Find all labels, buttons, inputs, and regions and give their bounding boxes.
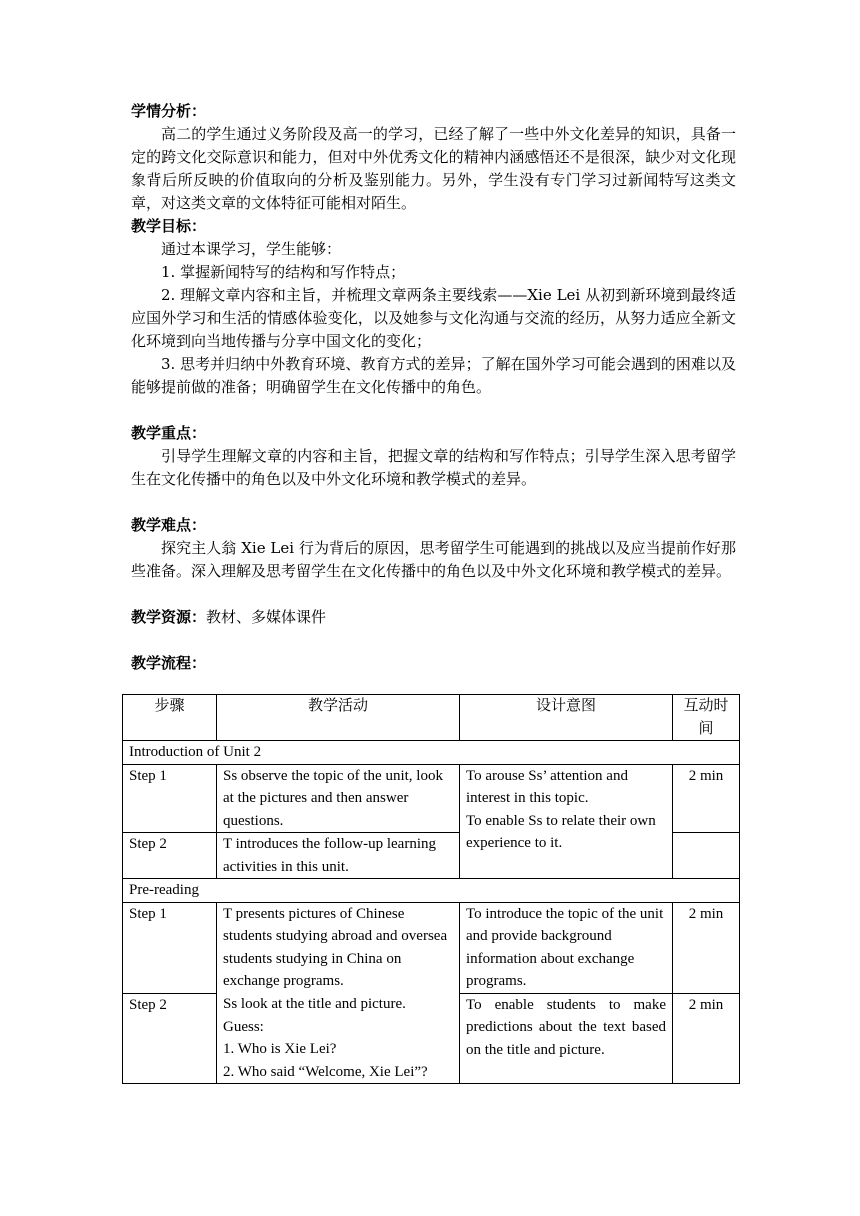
- time-cell: 2 min: [673, 764, 740, 833]
- key-points-heading: 教学重点：: [131, 424, 207, 442]
- purpose-line: To enable Ss to relate their own experience to it.: [466, 812, 656, 851]
- analysis-text: 高二的学生通过义务阶段及高一的学习，已经了解了一些中外文化差异的知识，具备一定的跨文化交际意识和能力，但对中外优秀文化的精神内涵感悟还不是很深，缺少对文化现象背后所反映的价值取向的分析及鉴别能力。另外，学生没有专门学习过新闻特写这类文章，对这类文章的文体特征可能相对陌生。: [131, 125, 736, 212]
- objectives-intro: 通过本课学习，学生能够：: [161, 240, 342, 258]
- teaching-process-table: [122, 694, 740, 1084]
- section-title: Pre-reading: [123, 879, 740, 903]
- objective-item: 1. 掌握新闻特写的结构和写作特点；: [161, 263, 406, 281]
- purpose-cell: To introduce the topic of the unit and provide background information about exchange programs.: [460, 902, 673, 993]
- step-cell: Step 1: [123, 764, 217, 833]
- purpose-cell: [460, 764, 673, 879]
- resources-line: [131, 606, 736, 629]
- objectives-heading: 教学目标：: [131, 217, 207, 235]
- column-header-activity: 教学活动: [217, 695, 460, 741]
- activity-cell: T presents pictures of Chinese students studying abroad and oversea students studying in China on exchange programs.: [217, 902, 460, 993]
- table-row: [123, 993, 740, 1084]
- table-row: [123, 764, 740, 833]
- key-points-text: 引导学生理解文章的内容和主旨，把握文章的结构和写作特点；引导学生深入思考留学生在文化传播中的角色以及中外文化环境和教学模式的差异。: [131, 447, 736, 488]
- step-cell: Step 2: [123, 833, 217, 879]
- activity-cell: T introduces the follow-up learning activities in this unit.: [217, 833, 460, 879]
- purpose-line: To arouse Ss’ attention and interest in this topic.: [466, 767, 628, 806]
- lesson-plan-document: [131, 100, 736, 675]
- column-header-step: 步骤: [123, 695, 217, 741]
- step-cell: Step 2: [123, 993, 217, 1084]
- activity-line: 2. Who said “Welcome, Xie Lei”?: [223, 1063, 428, 1080]
- resources-heading: 教学资源：: [131, 608, 207, 626]
- objective-item: 3. 思考并归纳中外教育环境、教育方式的差异；了解在国外学习可能会遇到的困难以及能够提前做的准备；明确留学生在文化传播中的角色。: [131, 355, 736, 396]
- section-row: [123, 741, 740, 765]
- objective-item: 2. 理解文章内容和主旨，并梳理文章两条主要线索——Xie Lei 从初到新环境到最终适应国外学习和生活的情感体验变化，以及她参与文化沟通与交流的经历，从努力适应全新文化环境到向当地传播与分享中国文化的变化；: [131, 286, 736, 350]
- time-cell: 2 min: [673, 993, 740, 1084]
- activity-cell: Ss observe the topic of the unit, look at the pictures and then answer questions.: [217, 764, 460, 833]
- activity-cell: [217, 993, 460, 1084]
- difficulties-text: 探究主人翁 Xie Lei 行为背后的原因，思考留学生可能遇到的挑战以及应当提前作好那些准备。深入理解及思考留学生在文化传播中的角色以及中外文化环境和教学模式的差异。: [131, 539, 736, 580]
- difficulties-heading: 教学难点：: [131, 516, 207, 534]
- analysis-heading: 学情分析：: [131, 102, 207, 120]
- resources-text: 教材、多媒体课件: [206, 608, 327, 626]
- purpose-cell: To enable students to make predictions about the text based on the title and picture.: [460, 993, 673, 1084]
- column-header-purpose: 设计意图: [460, 695, 673, 741]
- time-cell: [673, 833, 740, 879]
- section-title: Introduction of Unit 2: [123, 741, 740, 765]
- table-header-row: [123, 695, 740, 741]
- activity-line: Guess:: [223, 1018, 264, 1035]
- process-heading: 教学流程：: [131, 654, 207, 672]
- column-header-time: 互动时间: [673, 695, 740, 741]
- time-cell: 2 min: [673, 902, 740, 993]
- table-row: [123, 902, 740, 993]
- activity-line: Ss look at the title and picture.: [223, 996, 406, 1012]
- section-row: [123, 879, 740, 903]
- step-cell: Step 1: [123, 902, 217, 993]
- activity-line: 1. Who is Xie Lei?: [223, 1041, 337, 1057]
